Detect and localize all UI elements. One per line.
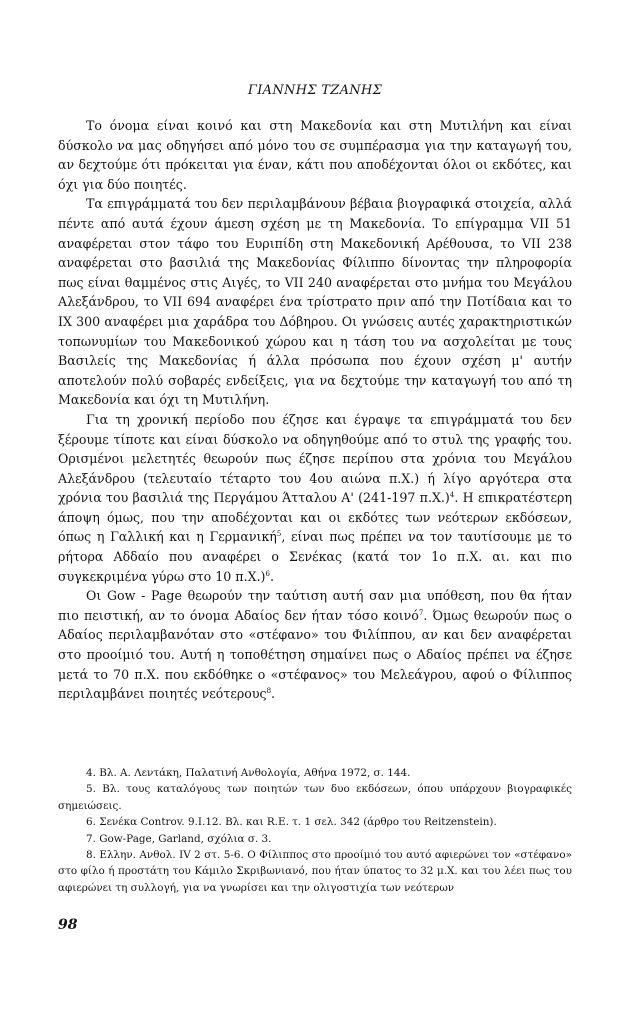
paragraph-4-text: Οι Gow - Page θεωρούν την ταύτιση αυτή σαν μια υπόθεση, που θα ήταν πιο πειστική, αν το όνομα Αδαίος δεν ήταν τόσο κοινό bbox=[58, 588, 572, 623]
main-text bbox=[58, 116, 572, 704]
footnote-6: 6. Σενέκα Controv. 9.I.12. Βλ. και R.E. τ. 1 σελ. 342 (άρθρο του Reitzenstein). bbox=[86, 816, 497, 829]
footnote-7: 7. Gow-Page, Garland, σχόλια σ. 3. bbox=[86, 832, 272, 845]
paragraph-3-text-3: , είναι πως πρέπει να τον ταυτίσουμε με το ρήτορα Αδδαίο που αναφέρει ο Σενέκας (κατά τον 1ο π.Χ. αι. και πιο συγκεκριμένα γύρω στο 10 π.Χ.) bbox=[58, 529, 572, 584]
footnote-ref-7[interactable]: 7 bbox=[418, 608, 424, 617]
paragraph-3-end: . bbox=[269, 568, 274, 584]
paragraph-4 bbox=[58, 586, 572, 704]
footnote-ref-5[interactable]: 5 bbox=[276, 530, 282, 539]
footnote-ref-6[interactable]: 6 bbox=[265, 569, 270, 578]
footnote-8: 8. Ελλην. Ανθολ. IV 2 στ. 5-6. Ο Φίλιππος στο προοίμιό του αυτό αφιερώνει τον «στέφανο» στο φίλο ή προστάτη του Κάμιλο Σκριβωνιανό, που ήταν ύπατος το 32 μ.Χ. και του λέει πως του αφιερώνει τη συλλογή, για να γνωρίσει και την ολιγοστιχία των νεότερων bbox=[58, 849, 572, 894]
paragraph-3-text-2: . Η επικρατέστερη άποψη όμως, που την αποδέχονται και οι εκδότες των νεότερων εκδόσεων, όπως η Γαλλική και η Γερμανική bbox=[58, 490, 572, 545]
running-header: ΓΙΑΝΝΗΣ ΤΖΑΝΗΣ bbox=[247, 83, 383, 98]
footnote-ref-4[interactable]: 4 bbox=[449, 491, 455, 500]
footnotes bbox=[58, 765, 572, 896]
footnote-5: 5. Βλ. τους καταλόγους των ποιητών των δυο εκδόσεων, όπου υπάρχουν βιογραφικές σημειώσεις. bbox=[58, 783, 572, 812]
footnote-ref-8[interactable]: 8 bbox=[266, 687, 272, 696]
paragraph-3 bbox=[58, 410, 572, 586]
page-number: 98 bbox=[58, 917, 78, 933]
paragraph-3-text: Για τη χρονική περίοδο που έζησε και έγραψε τα επιγράμματά του δεν ξέρουμε τίποτε και είναι δύσκολο να οδηγηθούμε από το στυλ της γραφής του. Ορισμένοι μελετητές θεωρούν πως έζησε περίπου στα χρόνια του Μεγάλου Αλεξάνδρου (τελευταίο τέταρτο του 4ου αιώνα π.Χ.) ή λίγο αργότερα στα χρόνια του βασιλιά της Περγάμου Άτταλου Α' (241-197 π.Χ.) bbox=[58, 411, 572, 506]
footnote-4: 4. Βλ. Α. Λεντάκη, Παλατινή Ανθολογία, Αθήνα 1972, σ. 144. bbox=[86, 767, 411, 779]
paragraph-4-text-2: . Όμως θεωρούν πως ο Αδαίος περιλαμβανόταν στο «στέφανο» του Φιλίππου, αν και δεν αναφέρεται στο προοίμιό του. Αυτή η τοποθέτηση σημαίνει πως ο Αδαίος πρέπει να έζησε μετά το 70 π.Χ. που εκδόθηκε ο «στέφανος» του Μελεάγρου, αφού ο Φίλιππος περιλαμβάνει ποιητές νεότερους bbox=[58, 607, 572, 702]
paragraph-1: Το όνομα είναι κοινό και στη Μακεδονία και στη Μυτιλήνη και είναι δύσκολο να μας οδηγήσει από μόνο του σε συμπέρασμα για την καταγωγή του, αν δεχτούμε ότι πρόκειται για έναν, κάτι που αποδέχονται όλοι οι εκδότες, και όχι για δύο ποιητές. bbox=[58, 118, 572, 192]
paragraph-4-end: . bbox=[271, 686, 276, 702]
paragraph-2: Τα επιγράμματά του δεν περιλαμβάνουν βέβαια βιογραφικά στοιχεία, αλλά πέντε από αυτά έχουν άμεση σχέση με τη Μακεδονία. Το επίγραμμα VII 51 αναφέρεται στον τάφο του Ευριπίδη στη Μακεδονική Αρέθουσα, το VII 238 αναφέρεται στο βασιλιά της Μακεδονίας Φίλιππο δίνοντας την πληροφορία πως είναι θαμμένος στις Αιγές, το VII 240 αναφέρεται στο μνήμα του Μεγάλου Αλεξάνδρου, το VII 694 αναφέρει ένα τρίστρατο πριν από την Ποτίδαια και το IX 300 αναφέρει μια χαράδρα του Δόβηρου. Οι γνώσεις αυτές χαρακτηριστικών τοπωνυμίων του Μακεδονικού χώρου και η τάση του να ασχολείται με τους Βασιλείς της Μακεδονίας ή άλλα πρόσωπα που έχουν σχέση μ' αυτήν αποτελούν πολύ σοβαρές ενδείξεις, για να δεχτούμε την καταγωγή του από τη Μακεδονία και όχι τη Μυτιλήνη. bbox=[58, 196, 572, 408]
